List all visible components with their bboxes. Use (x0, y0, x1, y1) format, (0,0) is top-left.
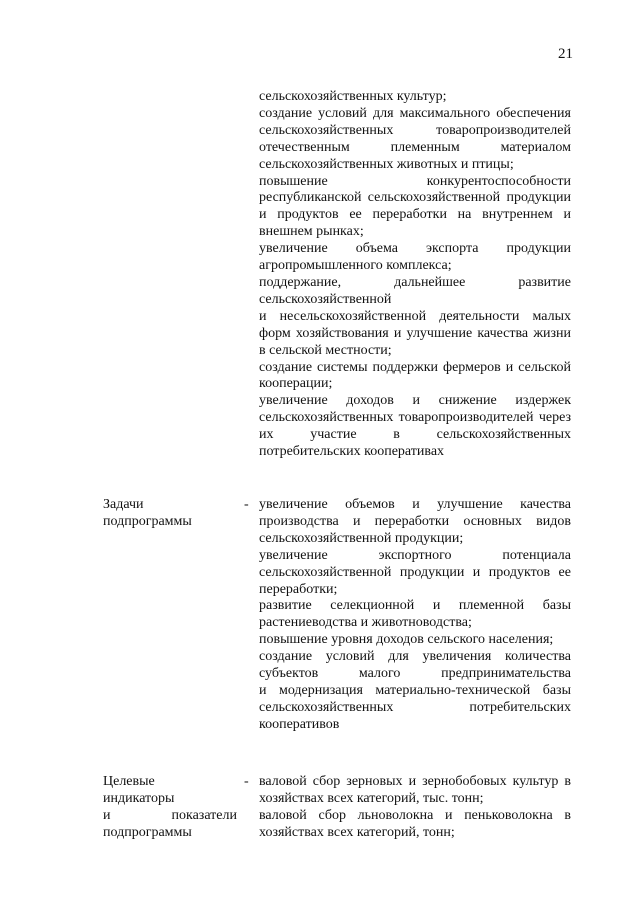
label-line: подпрограммы (103, 824, 192, 840)
content-paragraph: поддержание, дальнейшее развитие сельскохозяйственной (259, 274, 571, 307)
content-paragraph: создание условий для увеличения количества субъектов малого предпринимательства (259, 649, 571, 682)
continuation-content (259, 89, 571, 461)
content-paragraph: увеличение доходов и снижение издержек сельскохозяйственных товаропроизводителей через их участие в сельскохозяйственных потребительских кооперативах (259, 393, 571, 460)
label-line: Целевые (103, 774, 155, 789)
content-paragraph: увеличение объема экспорта продукции агропромышленного комплекса; (259, 241, 571, 274)
tasks-label (103, 497, 237, 531)
tasks-content (259, 497, 571, 734)
tasks-dash: - (244, 497, 249, 512)
content-paragraph: повышение уровня доходов сельского населения; (259, 632, 554, 648)
content-paragraph: создание системы поддержки фермеров и сельской кооперации; (259, 359, 571, 392)
label-line: индикаторы (103, 790, 175, 806)
label-line: и показатели (103, 807, 237, 823)
content-paragraph: и модернизация материально-технической базы сельскохозяйственных потребительских кооперативов (259, 682, 571, 732)
indicators-content (259, 774, 571, 842)
label-line: Задачи (103, 497, 144, 512)
content-paragraph: и несельскохозяйственной деятельности малых форм хозяйствования и улучшение качества жизни в сельской местности; (259, 308, 571, 358)
content-paragraph: создание условий для максимального обеспечения сельскохозяйственных товаропроизводителей отечественным племенным материалом сельскохозяйственных животных и птицы; (259, 105, 571, 172)
content-paragraph: валовой сбор зерновых и зернобобовых культур в хозяйствах всех категорий, тыс. тонн; (259, 774, 571, 806)
content-paragraph: увеличение экспортного потенциала сельскохозяйственной продукции и продуктов ее переработки; (259, 547, 571, 597)
indicators-label (103, 774, 237, 842)
indicators-dash: - (244, 774, 249, 789)
content-paragraph: развитие селекционной и племенной базы растениеводства и животноводства; (259, 598, 571, 631)
content-paragraph: повышение конкурентоспособности республиканской сельскохозяйственной продукции и продуктов ее переработки на внутреннем и внешнем рынках; (259, 173, 571, 240)
page-number: 21 (558, 46, 573, 62)
label-line: подпрограммы (103, 513, 192, 529)
content-paragraph: валовой сбор льноволокна и пеньковолокна в хозяйствах всех категорий, тонн; (259, 807, 571, 840)
content-paragraph: увеличение объемов и улучшение качества производства и переработки основных видов сельскохозяйственной продукции; (259, 497, 571, 546)
content-paragraph: сельскохозяйственных культур; (259, 89, 447, 104)
